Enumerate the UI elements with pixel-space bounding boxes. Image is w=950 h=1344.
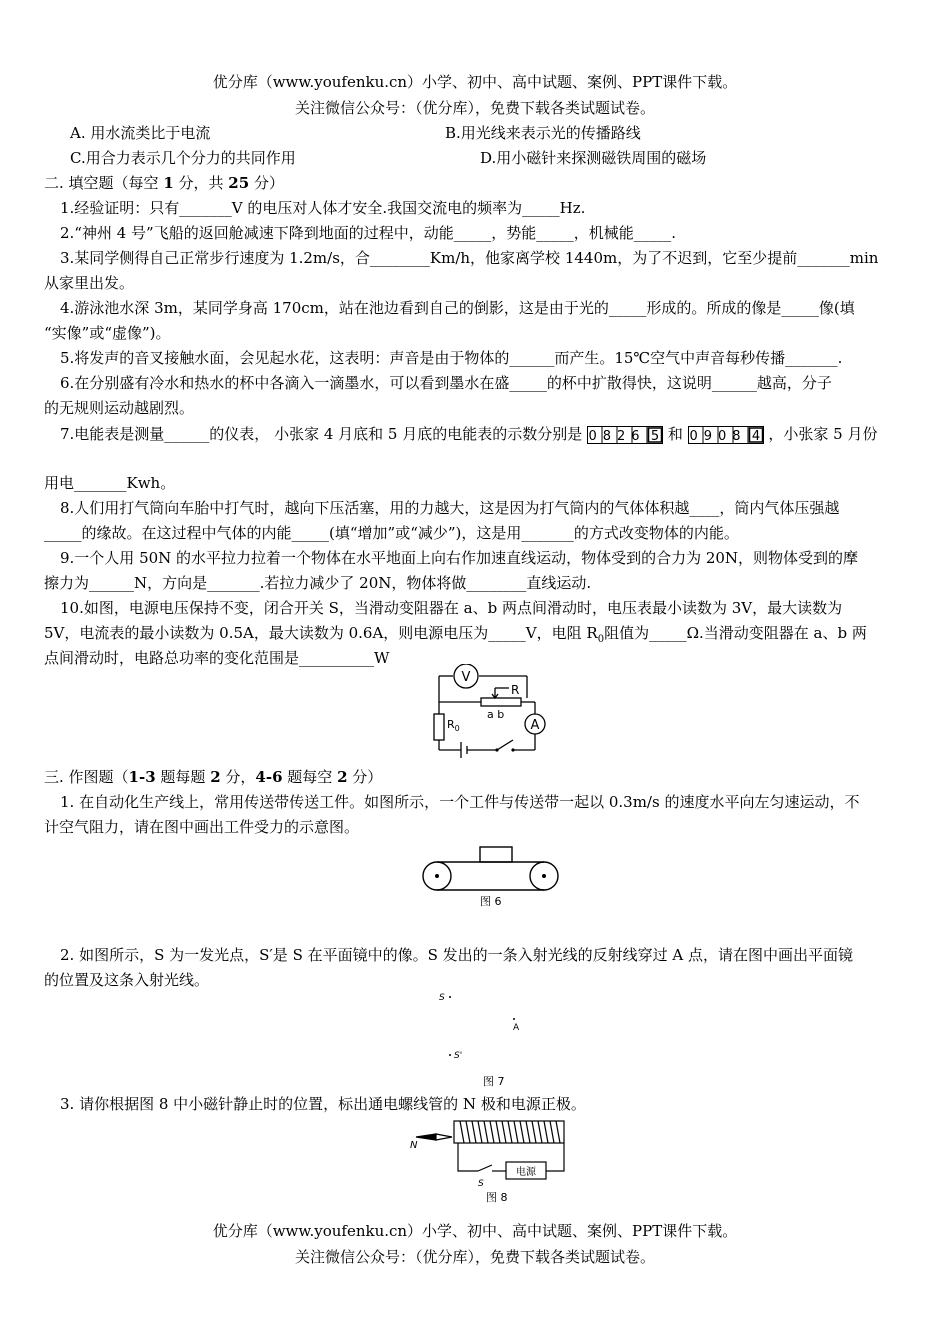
point-s-label: S <box>439 993 445 1003</box>
needle-n-label: N <box>410 1140 418 1151</box>
section-2-heading: 二. 填空题（每空 1 分，共 25 分） <box>44 174 284 192</box>
compass-needle <box>416 1134 436 1140</box>
header-line-2: 关注微信公众号：（优分库），免费下载各类试题试卷。 <box>294 99 655 117</box>
footer-line-2: 关注微信公众号：（优分库），免费下载各类试题试卷。 <box>294 1248 655 1266</box>
rheostat-symbol <box>481 698 521 706</box>
header-line-1: 优分库（www.youfenku.cn）小学、初中、高中试题、案例、PPT课件下载。 <box>212 73 738 91</box>
figure-7-mirror <box>430 985 540 1065</box>
point-s-prime-label: S' <box>454 1051 463 1061</box>
question-3-line-1: 3.某同学侧得自己正常步行速度为 1.2m/s，合________Km/h，他家离学校 1440m，为了不迟到，它至少提前_______min <box>60 249 879 267</box>
section-3-heading: 三. 作图题（1-3 题每题 2 分，4-6 题每空 2 分） <box>44 768 383 786</box>
question-6-line-2: 的无规则运动越剧烈。 <box>44 399 195 417</box>
figure-7-caption: 图 7 <box>483 1075 505 1088</box>
rheostat-ab-label: a b <box>487 708 505 721</box>
footer-line-1: 优分库（www.youfenku.cn）小学、初中、高中试题、案例、PPT课件下载。 <box>212 1222 738 1240</box>
meter-april-digits: 0826 <box>588 429 646 444</box>
switch-symbol <box>497 740 513 750</box>
question-7-line-1: 7.电能表是测量______的仪表， 小张家 4 月底和 5 月底的电能表的示数分别是 0826 5 和 0908 4 ，小张家 5 月份 <box>60 425 878 444</box>
resistor-r0-symbol <box>434 714 444 740</box>
option-b: B.用光线来表示光的传播路线 <box>445 124 641 142</box>
workpiece-block <box>480 847 512 862</box>
question-3-line-2: 从家里出发。 <box>44 274 135 292</box>
question-5: 5.将发声的音叉接触水面，会见起水花，这表明：声音是由于物体的______而产生。15℃空气中声音每秒传播_______. <box>60 349 843 367</box>
question-10-line-3: 点间滑动时，电路总功率的变化范围是__________W <box>44 649 390 667</box>
question-10-line-1: 10.如图，电源电压保持不变，闭合开关 S，当滑动变阻器在 a、b 两点间滑动时，电压表最小读数为 3V，最大读数为 <box>60 599 843 617</box>
figure-8-caption: 图 8 <box>486 1191 508 1204</box>
question-9-line-2: 擦力为______N，方向是_______.若拉力减少了 20N，物体将做________直线运动. <box>44 574 592 592</box>
rheostat-label: R <box>511 683 520 697</box>
option-a: A. 用水流类比于电流 <box>70 124 211 142</box>
meter-april-last-digit: 5 <box>650 429 660 444</box>
voltmeter-label: V <box>461 670 471 685</box>
question-4-line-2: “实像”或“虚像”)。 <box>44 324 171 342</box>
question-6-line-1: 6.在分别盛有冷水和热水的杯中各滴入一滴墨水，可以看到墨水在盛_____的杯中扩散得快，这说明______越高，分子 <box>60 374 832 392</box>
meter-may-digits: 0908 <box>689 429 747 444</box>
figure-8-solenoid <box>408 1115 578 1189</box>
question-2: 2.“神州 4 号”飞船的返回舱减速下降到地面的过程中，动能_____，势能_____，机械能_____. <box>60 224 676 242</box>
switch-s-symbol <box>478 1165 492 1171</box>
point-a-label: A <box>513 1023 520 1033</box>
figure-6-caption: 图 6 <box>480 895 502 908</box>
option-c: C.用合力表示几个分力的共同作用 <box>70 149 296 167</box>
drawing-question-3: 3. 请你根据图 8 中小磁针静止时的位置，标出通电螺线管的 N 极和电源正极。 <box>60 1095 586 1113</box>
question-1: 1.经验证明：只有_______V 的电压对人体才安全.我国交流电的频率为_____Hz. <box>60 199 586 217</box>
question-8-line-2: _____的缘故。在这过程中气体的内能_____(填“增加”或“减少”)，这是用_______的方式改变物体的内能。 <box>44 524 739 542</box>
figure-6-conveyor <box>416 844 566 892</box>
question-4-line-1: 4.游泳池水深 3m，某同学身高 170cm，站在池边看到自己的倒影，这是由于光的_____形成的。所成的像是_____像(填 <box>60 299 855 317</box>
meter-reading-may <box>688 426 764 444</box>
drawing-question-1-line-1: 1. 在自动化生产线上，常用传送带传送工件。如图所示，一个工件与传送带一起以 0.3m/s 的速度水平向左匀速运动，不 <box>60 793 860 811</box>
r0-label: $R_0$ <box>447 718 460 733</box>
question-8-line-1: 8.人们用打气筒向车胎中打气时，越向下压活塞，用的力越大，这是因为打气筒内的气体体积越____，筒内气体压强越 <box>60 499 840 517</box>
drawing-question-2-line-2: 的位置及这条入射光线。 <box>44 971 210 989</box>
option-d: D.用小磁针来探测磁铁周围的磁场 <box>480 149 707 167</box>
question-10-line-2: 5V，电流表的最小读数为 0.5A，最大读数为 0.6A，则电源电压为_____V，电阻 $R_0$阻值为_____Ω.当滑动变阻器在 a、b 两 <box>44 624 867 645</box>
meter-may-last-digit: 4 <box>751 429 760 444</box>
ammeter-label: A <box>530 718 540 733</box>
drawing-question-1-line-2: 计空气阻力，请在图中画出工件受力的示意图。 <box>44 818 360 836</box>
circuit-diagram <box>425 664 555 760</box>
question-7-line-2: 用电_______Kwh。 <box>44 474 176 492</box>
switch-s-label: S <box>478 1179 484 1189</box>
drawing-question-2-line-1: 2. 如图所示，S 为一发光点，S′是 S 在平面镜中的像。S 发出的一条入射光线的反射线穿过 A 点，请在图中画出平面镜 <box>60 946 854 964</box>
question-9-line-1: 9.一个人用 50N 的水平拉力拉着一个物体在水平地面上向右作加速直线运动，物体受到的合力为 20N，则物体受到的摩 <box>60 549 859 567</box>
power-supply-label: 电源 <box>516 1167 536 1178</box>
meter-reading-april <box>587 426 663 444</box>
